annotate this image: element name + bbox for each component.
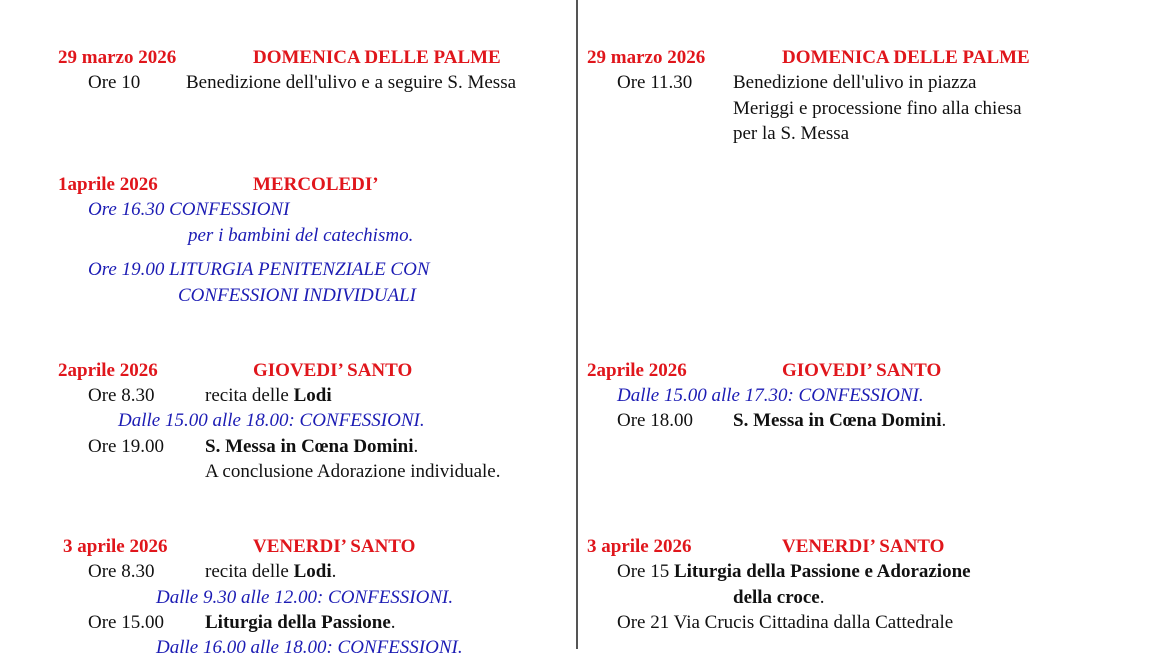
day-title: VENERDI’ SANTO: [782, 536, 945, 557]
event-text: S. Messa in Cœna Domini.: [205, 436, 419, 457]
day-title: DOMENICA DELLE PALME: [782, 47, 1030, 68]
day-title: VENERDI’ SANTO: [253, 536, 416, 557]
date: 29 marzo 2026: [587, 47, 706, 68]
event-text: Ore 15 Liturgia della Passione e Adorazione: [617, 561, 971, 582]
date: 1aprile 2026: [58, 174, 158, 195]
event-text: per i bambini del catechismo.: [188, 225, 414, 246]
event-text: Liturgia della Passione.: [205, 612, 396, 633]
day-title: DOMENICA DELLE PALME: [253, 47, 501, 68]
event-text: per la S. Messa: [733, 123, 850, 144]
date: 3 aprile 2026: [587, 536, 692, 557]
column-divider: [576, 0, 578, 649]
date: 3 aprile 2026: [63, 536, 168, 557]
event-text: CONFESSIONI INDIVIDUALI: [178, 285, 417, 306]
event-text: recita delle Lodi: [205, 385, 332, 406]
time: Ore 18.00: [617, 410, 693, 431]
time: Ore 8.30: [88, 385, 155, 406]
event-text: Ore 19.00 LITURGIA PENITENZIALE CON: [88, 259, 430, 280]
event-text: Benedizione dell'ulivo in piazza: [733, 72, 977, 93]
event-text: Ore 21 Via Crucis Cittadina dalla Cattedrale: [617, 612, 954, 633]
confession-time: Dalle 15.00 alle 17.30: CONFESSIONI.: [617, 385, 924, 406]
event-text: della croce.: [733, 587, 825, 608]
event-text: Meriggi e processione fino alla chiesa: [733, 98, 1022, 119]
time: Ore 19.00: [88, 436, 164, 457]
time: Ore 8.30: [88, 561, 155, 582]
time: Ore 15.00: [88, 612, 164, 633]
event-text: A conclusione Adorazione individuale.: [205, 461, 501, 482]
confession-time: Dalle 16.00 alle 18.00: CONFESSIONI.: [156, 637, 463, 658]
confession-time: Dalle 9.30 alle 12.00: CONFESSIONI.: [156, 587, 454, 608]
event-text: recita delle Lodi.: [205, 561, 337, 582]
event-text: Ore 16.30 CONFESSIONI: [88, 199, 290, 220]
event-text: Benedizione dell'ulivo e a seguire S. Messa: [186, 72, 517, 93]
date: 2aprile 2026: [58, 360, 158, 381]
day-title: GIOVEDI’ SANTO: [782, 360, 942, 381]
date: 2aprile 2026: [587, 360, 687, 381]
time: Ore 10: [88, 72, 141, 93]
event-text: S. Messa in Cœna Domini.: [733, 410, 947, 431]
date: 29 marzo 2026: [58, 47, 177, 68]
confession-time: Dalle 15.00 alle 18.00: CONFESSIONI.: [118, 410, 425, 431]
time: Ore 11.30: [617, 72, 693, 93]
day-title: MERCOLEDI’: [253, 174, 379, 195]
day-title: GIOVEDI’ SANTO: [253, 360, 413, 381]
